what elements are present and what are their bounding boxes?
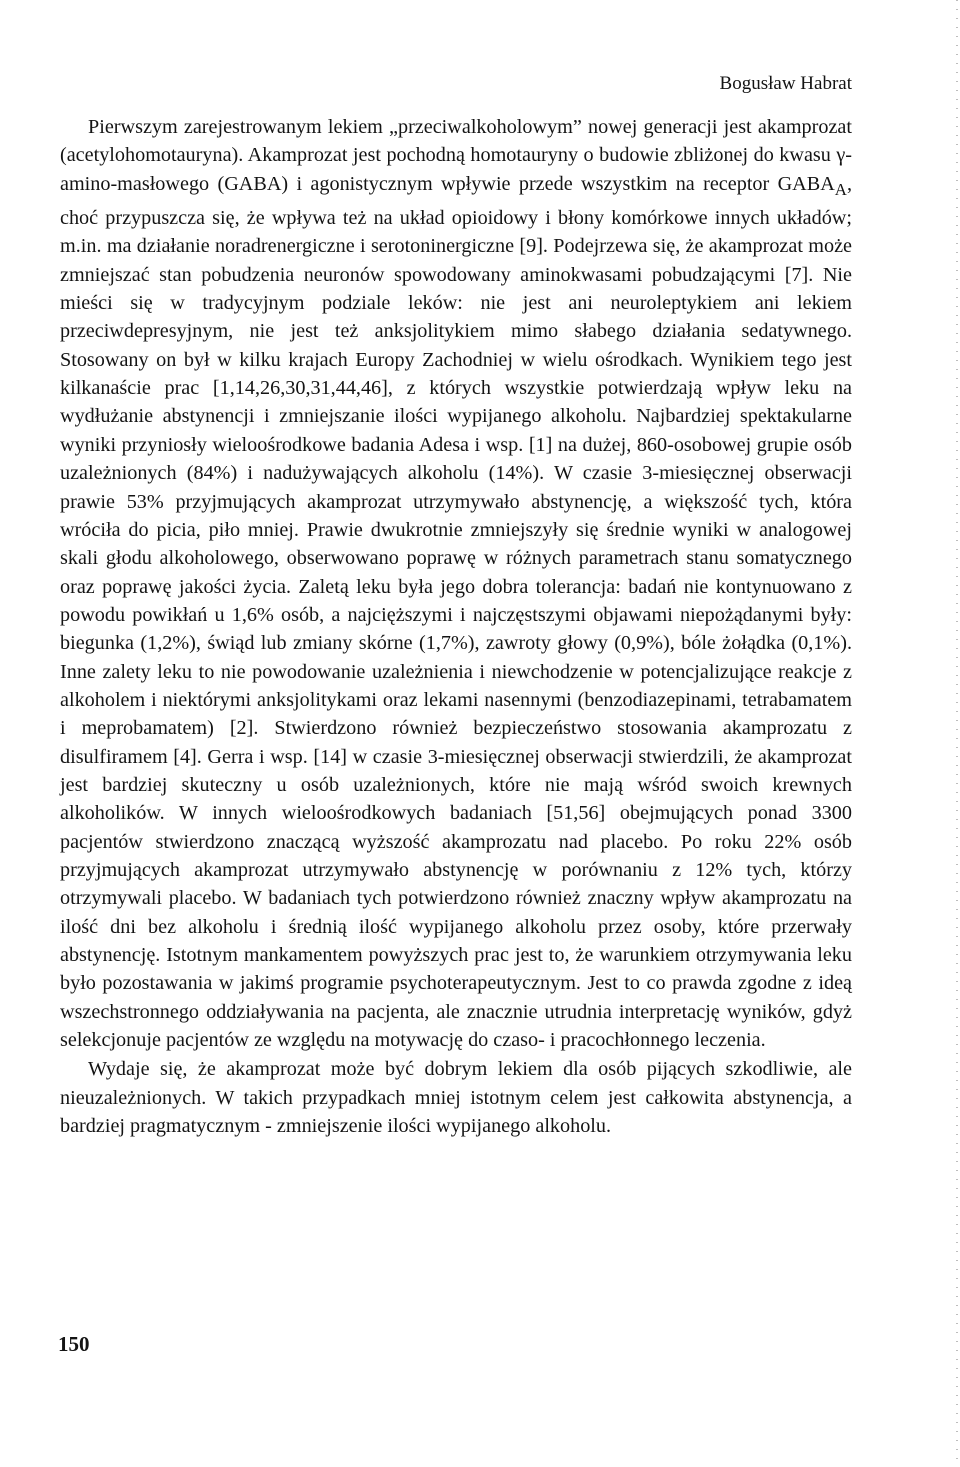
paragraph-1: [60, 113, 852, 1054]
scan-edge-artifact: [956, 0, 958, 1467]
paragraph-2: Wydaje się, że akamprozat może być dobrym lekiem dla osób pijących szkodliwie, ale nieuzależnionych. W takich przypadkach mniej istotnym celem jest całkowita abstynencja, a bardziej pragmatycznym - zmniejszenie ilości wypijanego alkoholu.: [60, 1058, 852, 1138]
paragraph-1-text-continued: , choć przypuszcza się, że wpływa też na układ opioidowy i błony komórkowe innych układów; m.in. ma działanie noradrenergiczne i serotoninergiczne [9]. Podejrzewa się, że akamprozat może zmniejszać stan pobudzenia neuronów spowodowany aminokwasami pobudzającymi [7]. Nie mieści się w tradycyjnym podziale leków: nie jest ani neuroleptykiem ani lekiem przeciwdepresyjnym, nie jest też anksjolitykiem mimo słabego działania sedatywnego. Stosowany on był w kilku krajach Europy Zachodniej w wielu ośrodkach. Wynikiem tego jest kilkanaście prac [1,14,26,30,31,44,46], z których wszystkie potwierdzają wpływ leku na wydłużanie abstynencji i zmniejszanie ilości wypijanego alkoholu. Najbardziej spektakularne wyniki przyniosły wieloośrodkowe badania Adesa i wsp. [1] na dużej, 860-osobowej grupie osób uzależnionych (84%) i nadużywających alkoholu (14%). W czasie 3-miesięcznej obserwacji prawie 53% przyjmujących akamprozat utrzymywało abstynencję, a większość tych, która wróciła do picia, piło mniej. Prawie dwukrotnie zmniejszyły się średnie wyniki w analogowej skali głodu alkoholowego, obserwowano poprawę w różnych parametrach stanu somatycznego oraz poprawę jakości życia. Zaletą leku była jego dobra tolerancja: badań nie kontynuowano z powodu powikłań u 1,6% osób, a najcięższymi i najczęstszymi objawami niepożądanymi były: biegunka (1,2%), świąd lub zmiany skórne (1,7%), zawroty głowy (0,9%), bóle żołądka (0,1%). Inne zalety leku to nie powodowanie uzależnienia i niewchodzenie w potencjalizujące reakcje z alkoholem i niektórymi anksjolitykami oraz lekami nasennymi (benzodiazepinami, tetrabamatem i meprobamatem) [2]. Stwierdzono również bezpieczeństwo stosowania akamprozatu z disulfiramem [4]. Gerra i wsp. [14] w czasie 3-miesięcznej obserwacji stwierdzili, że akamprozat jest bardziej skuteczny u osób uzależnionych, które nie mają wśród swoich krewnych alkoholików. W innych wieloośrodkowych badaniach [51,56] obejmujących ponad 3300 pacjentów stwierdzono znaczącą wyższość akamprozatu nad placebo. Po roku 22% osób przyjmujących akamprozat utrzymywało abstynencję w porównaniu z 12% tych, którzy otrzymywali placebo. W badaniach tych potwierdzono również znaczny wpływ akamprozatu na ilość dni bez alkoholu i średnią ilość wypijanego alkoholu przez osoby, które przerwały abstynencję. Istotnym mankamentem powyższych prac jest to, że warunkiem otrzymywania leku było pozostawania w jakimś programie psychoterapeutycznym. Jest to co prawda zgodne z ideą wszechstronnego oddziaływania na pacjenta, ale znacznie utrudnia interpretację wyników, gdyż selekcjonuje pacjentów ze względu na motywację do czaso- i pracochłonnego leczenia.: [60, 172, 852, 1052]
page-number: 150: [58, 1332, 90, 1356]
body-text: [60, 113, 852, 1140]
gaba-subscript: A: [834, 179, 847, 199]
running-header-author: Bogusław Habrat: [719, 73, 852, 94]
paragraph-1-text: Pierwszym zarejestrowanym lekiem „przeciwalkoholowym” nowej generacji jest akamprozat (acetylohomotauryna). Akamprozat jest pochodną homotauryny o budowie zbliżonej do kwasu γ-amino-masłowego (GABA) i agonistycznym wpływie przede wszystkim na receptor GABA: [60, 116, 852, 195]
